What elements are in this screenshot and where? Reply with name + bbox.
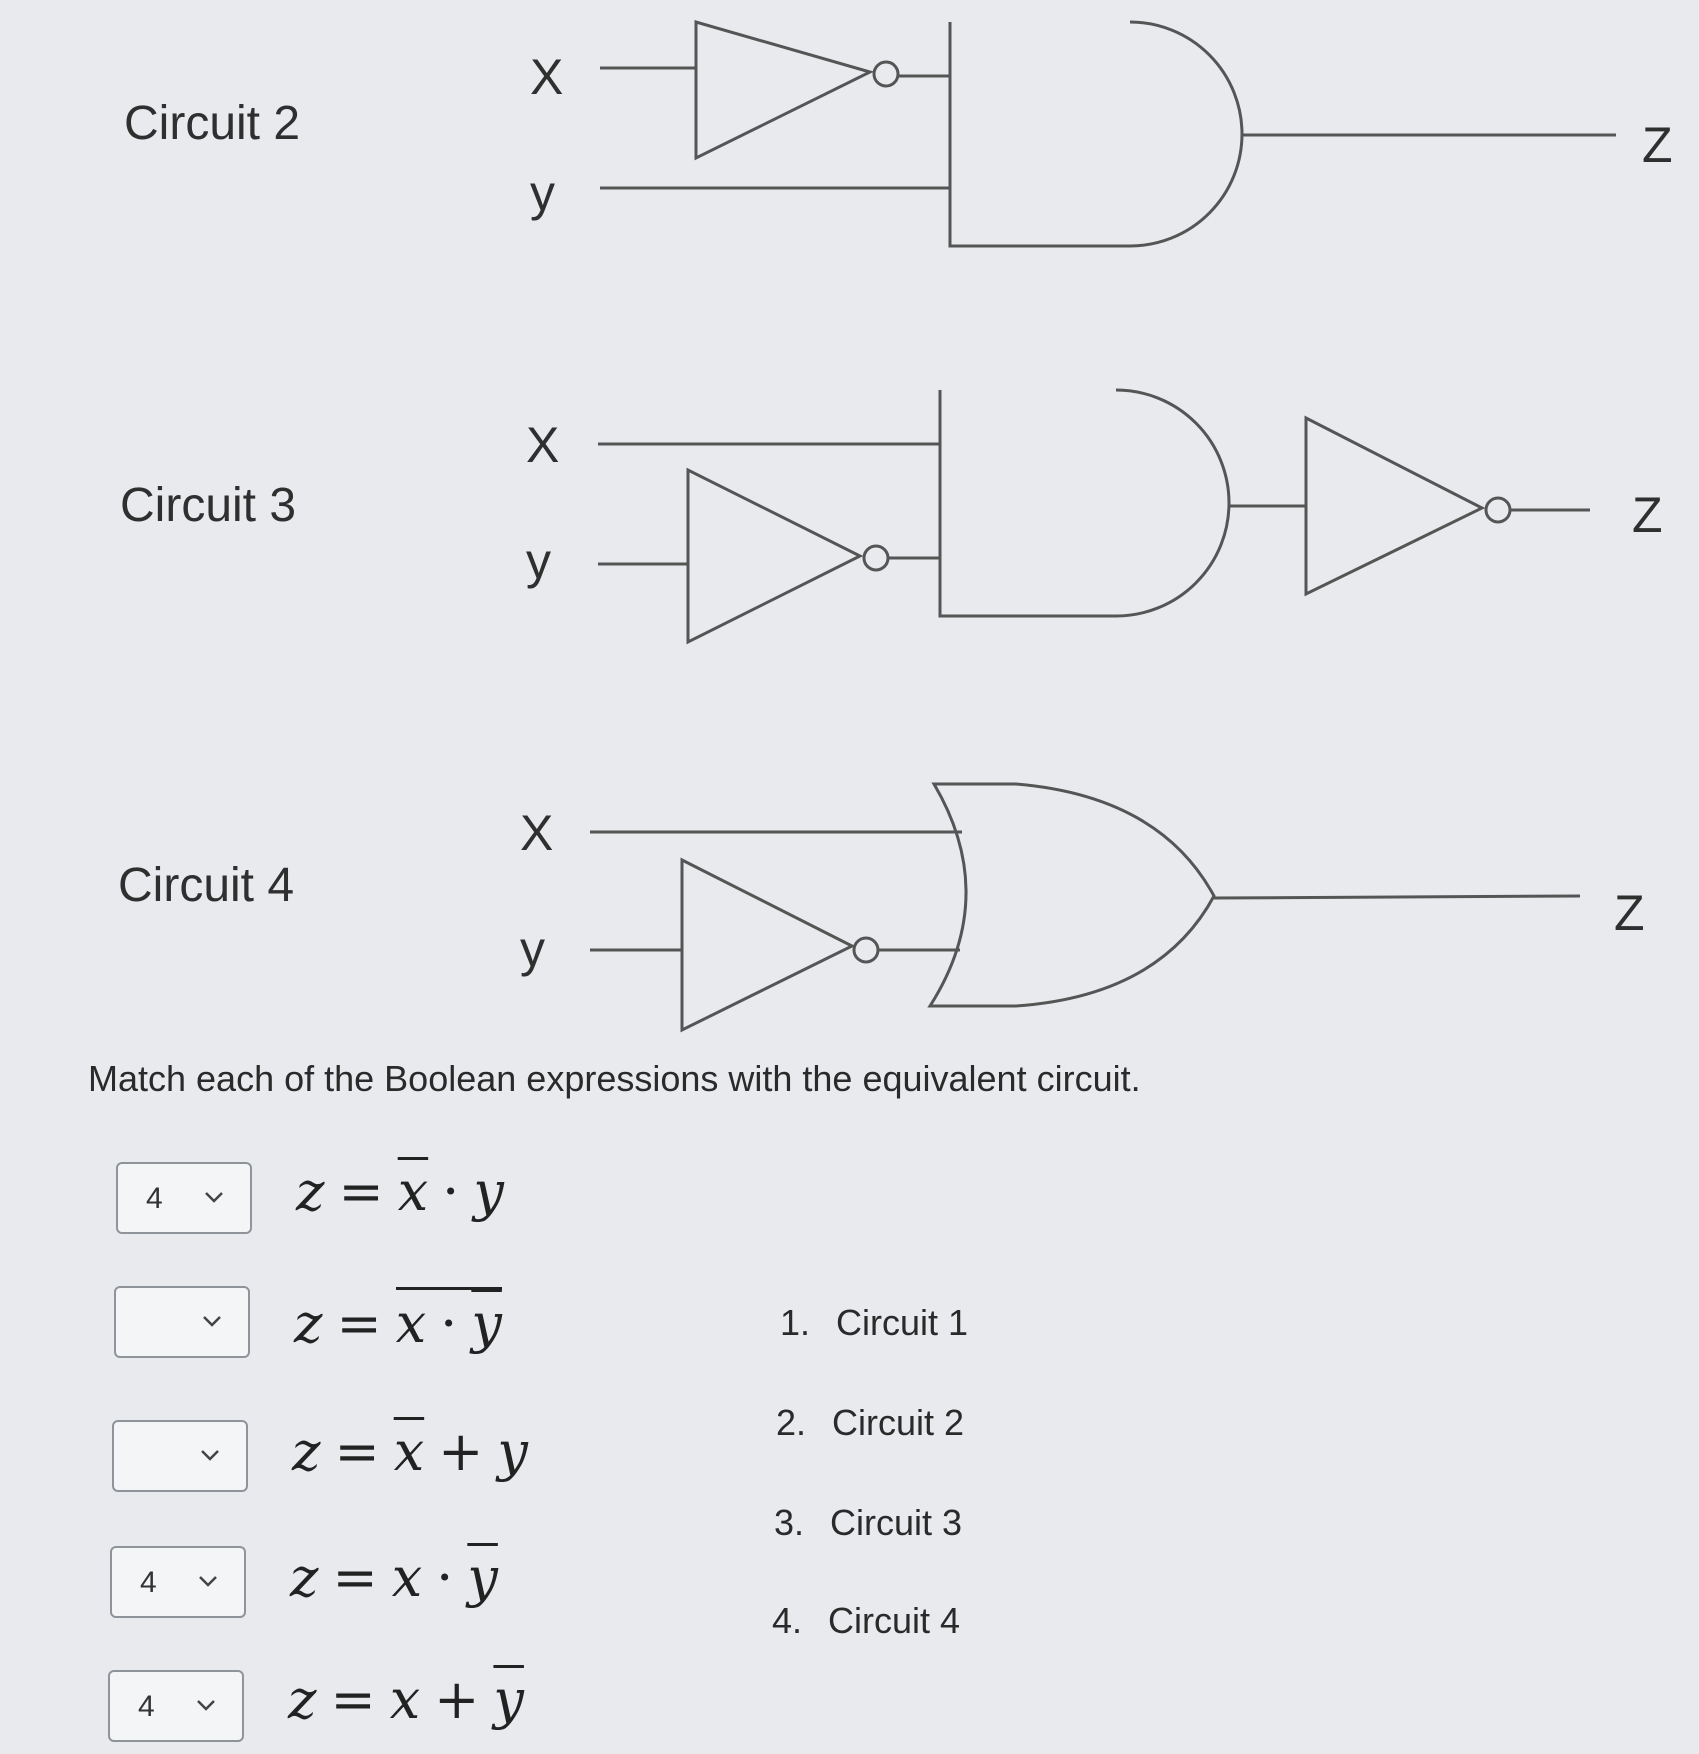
circuit-2-and-gate (950, 22, 1242, 246)
circuit-4-label-z: Z (1614, 885, 1645, 941)
choice-item-1-label: Circuit 1 (836, 1302, 969, 1343)
expression-2-op: · (440, 1292, 458, 1355)
expression-4-eq: = (332, 1546, 378, 1609)
chevron-down-icon (198, 1446, 222, 1464)
choice-item-2 (776, 1402, 964, 1444)
match-select-1-value: 4 (146, 1182, 163, 1215)
expression-3 (292, 1420, 528, 1483)
circuit-2-label-z: Z (1642, 117, 1673, 173)
choice-item-4-num: 4. (772, 1600, 803, 1641)
circuit-3-label-z: Z (1632, 487, 1663, 543)
circuit-4-label: Circuit 4 (118, 859, 295, 912)
choice-item-1-num: 1. (780, 1302, 811, 1343)
expression-1 (296, 1160, 504, 1223)
match-select-5[interactable] (108, 1670, 244, 1742)
chevron-down-icon (200, 1312, 224, 1330)
expression-2-a: x (395, 1292, 427, 1355)
circuit-2-label-y: y (530, 165, 555, 221)
chevron-down-icon (194, 1696, 218, 1714)
expression-4-b: $\overline{y}$ (467, 1546, 498, 1609)
circuit-3-not-gate-out (1306, 418, 1482, 594)
expression-3-b: y (497, 1420, 528, 1483)
choice-item-1 (780, 1302, 968, 1344)
expression-3-op: + (438, 1420, 484, 1483)
choice-item-3-num: 3. (774, 1502, 805, 1543)
choice-item-2-label: Circuit 2 (832, 1402, 965, 1443)
circuit-4-not-bubble (854, 938, 878, 962)
choice-item-3-label: Circuit 3 (830, 1502, 963, 1543)
expression-3-a: $\overline{x}$ (393, 1420, 425, 1483)
circuit-4-not-gate (682, 860, 852, 1030)
match-select-4[interactable] (110, 1546, 246, 1618)
choice-item-2-num: 2. (776, 1402, 807, 1443)
circuit-4-wire-z (1214, 896, 1580, 898)
expression-1-b: y (473, 1160, 504, 1223)
circuit-3-label-x: X (526, 417, 560, 473)
circuit-2-label-x: X (530, 49, 564, 105)
expression-1-op: · (442, 1160, 460, 1223)
match-select-4-value: 4 (140, 1566, 157, 1599)
circuit-2-not-gate (696, 22, 870, 158)
expression-5-b: $\overline{y}$ (493, 1668, 524, 1731)
circuit-2-label: Circuit 2 (124, 97, 301, 150)
expression-5-lhs: z (288, 1668, 317, 1731)
expression-4-a: x (391, 1546, 423, 1609)
circuit-3-not-gate-y (688, 470, 860, 642)
expression-3-eq: = (334, 1420, 380, 1483)
expression-1-eq: = (338, 1160, 384, 1223)
circuit-4-label-x: X (520, 805, 554, 861)
match-select-1[interactable] (116, 1162, 252, 1234)
circuit-3-not-bubble-out (1486, 498, 1510, 522)
circuit-3-label: Circuit 3 (120, 479, 297, 532)
expression-4 (290, 1546, 498, 1609)
match-select-3[interactable] (112, 1420, 248, 1492)
circuit-4-diagram (590, 784, 1580, 1030)
instructions-text: Match each of the Boolean expressions with the equivalent circuit. (88, 1058, 1141, 1099)
choice-item-3 (774, 1502, 962, 1544)
expression-4-op: · (436, 1546, 454, 1609)
chevron-down-icon (202, 1188, 226, 1206)
expression-2-b: $\overline{y}$ (471, 1292, 502, 1355)
circuit-4-or-gate (930, 784, 1214, 1006)
circuit-3-label-y: y (526, 533, 551, 589)
chevron-down-icon (196, 1572, 220, 1590)
circuit-2-diagram (600, 22, 1616, 246)
circuit-4-label-y: y (520, 921, 545, 977)
expression-5-eq: = (330, 1668, 376, 1731)
choice-item-4-label: Circuit 4 (828, 1600, 961, 1641)
circuit-2-not-bubble (874, 62, 898, 86)
match-select-2[interactable] (114, 1286, 250, 1358)
expression-5-op: + (434, 1668, 480, 1731)
expression-2 (294, 1292, 502, 1355)
circuit-3-not-bubble-y (864, 546, 888, 570)
expression-3-lhs: z (292, 1420, 321, 1483)
choice-item-4 (772, 1600, 960, 1642)
expression-1-lhs: z (296, 1160, 325, 1223)
circuit-3-diagram (598, 390, 1590, 642)
expression-1-a: $\overline{x}$ (397, 1160, 429, 1223)
circuit-3-and-gate (940, 390, 1229, 616)
expression-2-lhs: z (294, 1292, 323, 1355)
expression-4-lhs: z (290, 1546, 319, 1609)
expression-2-eq: = (336, 1292, 382, 1355)
expression-5 (288, 1668, 524, 1731)
expression-5-a: x (389, 1668, 421, 1731)
match-select-5-value: 4 (138, 1690, 155, 1723)
